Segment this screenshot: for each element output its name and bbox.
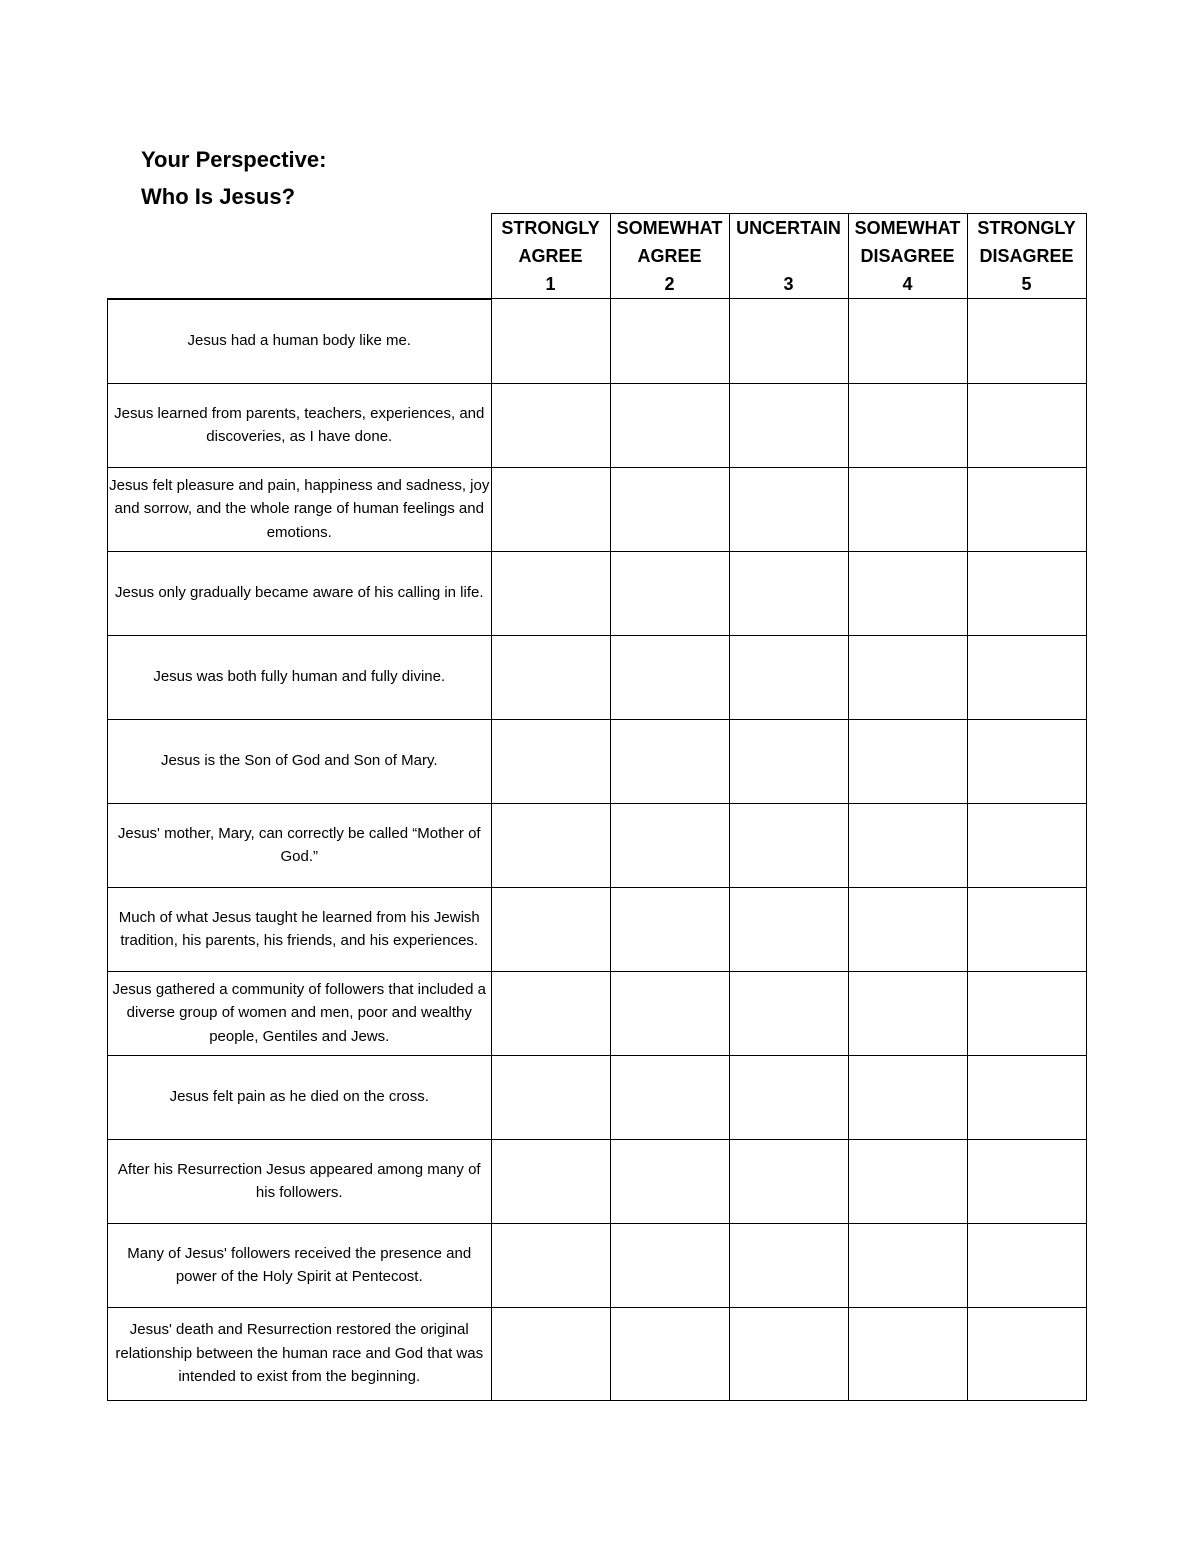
rating-cell-5[interactable] <box>967 467 1086 551</box>
statement-text: Jesus gathered a community of followers that included a diverse group of women and men, poor and wealthy people, Gentiles and Jews. <box>108 971 492 1055</box>
table-row <box>108 551 1087 635</box>
statement-text: Jesus is the Son of God and Son of Mary. <box>108 719 492 803</box>
rating-cell-2[interactable] <box>610 1139 729 1223</box>
rating-cell-5[interactable] <box>967 383 1086 467</box>
rating-cell-4[interactable] <box>848 635 967 719</box>
rating-cell-3[interactable] <box>729 719 848 803</box>
rating-cell-2[interactable] <box>610 887 729 971</box>
table-row <box>108 719 1087 803</box>
rating-cell-1[interactable] <box>491 1055 610 1139</box>
statement-text: Jesus' death and Resurrection restored the original relationship between the human race and God that was intended to exist from the beginning. <box>108 1307 492 1400</box>
statement-text: After his Resurrection Jesus appeared among many of his followers. <box>108 1139 492 1223</box>
statement-text: Much of what Jesus taught he learned from his Jewish tradition, his parents, his friends, and his experiences. <box>108 887 492 971</box>
col-header-number: 1 <box>545 274 556 294</box>
table-row <box>108 467 1087 551</box>
rating-cell-2[interactable] <box>610 383 729 467</box>
rating-cell-2[interactable] <box>610 467 729 551</box>
rating-cell-3[interactable] <box>729 887 848 971</box>
rating-cell-4[interactable] <box>848 1307 967 1400</box>
col-header-number: 2 <box>664 274 675 294</box>
table-row <box>108 1307 1087 1400</box>
rating-cell-5[interactable] <box>967 1055 1086 1139</box>
rating-cell-4[interactable] <box>848 803 967 887</box>
rating-cell-5[interactable] <box>967 887 1086 971</box>
col-header-line2 <box>730 242 848 270</box>
corner-cell <box>108 214 492 299</box>
rating-cell-3[interactable] <box>729 971 848 1055</box>
rating-cell-4[interactable] <box>848 299 967 384</box>
rating-cell-1[interactable] <box>491 887 610 971</box>
statement-text: Jesus learned from parents, teachers, experiences, and discoveries, as I have done. <box>108 383 492 467</box>
rating-cell-2[interactable] <box>610 635 729 719</box>
col-header-number: 5 <box>1021 274 1032 294</box>
rating-cell-3[interactable] <box>729 1139 848 1223</box>
rating-cell-4[interactable] <box>848 971 967 1055</box>
rating-cell-4[interactable] <box>848 887 967 971</box>
rating-cell-3[interactable] <box>729 635 848 719</box>
col-header-uncertain <box>729 214 848 299</box>
page-title: Your Perspective: <box>141 147 327 172</box>
rating-cell-2[interactable] <box>610 1223 729 1307</box>
col-header-strongly-agree <box>491 214 610 299</box>
rating-cell-1[interactable] <box>491 1307 610 1400</box>
rating-cell-4[interactable] <box>848 1139 967 1223</box>
table-row <box>108 971 1087 1055</box>
statement-text: Jesus had a human body like me. <box>108 299 492 384</box>
rating-cell-1[interactable] <box>491 803 610 887</box>
rating-cell-5[interactable] <box>967 635 1086 719</box>
col-header-line1: STRONGLY <box>501 218 600 238</box>
statement-text: Jesus felt pleasure and pain, happiness and sadness, joy and sorrow, and the whole range of human feelings and emotions. <box>108 467 492 551</box>
col-header-somewhat-disagree <box>848 214 967 299</box>
col-header-line1: UNCERTAIN <box>736 218 841 238</box>
table-row <box>108 1139 1087 1223</box>
rating-cell-1[interactable] <box>491 383 610 467</box>
col-header-line1: SOMEWHAT <box>854 218 961 238</box>
statement-text: Jesus was both fully human and fully divine. <box>108 635 492 719</box>
rating-table <box>107 213 1087 1401</box>
rating-cell-4[interactable] <box>848 467 967 551</box>
table-row <box>108 383 1087 467</box>
rating-cell-2[interactable] <box>610 1307 729 1400</box>
col-header-line2: AGREE <box>518 246 583 266</box>
rating-cell-2[interactable] <box>610 1055 729 1139</box>
col-header-line2: AGREE <box>637 246 702 266</box>
rating-cell-1[interactable] <box>491 971 610 1055</box>
col-header-line2: DISAGREE <box>860 246 955 266</box>
rating-cell-1[interactable] <box>491 635 610 719</box>
col-header-line1: STRONGLY <box>977 218 1076 238</box>
rating-cell-4[interactable] <box>848 1223 967 1307</box>
col-header-line2: DISAGREE <box>979 246 1074 266</box>
rating-cell-5[interactable] <box>967 719 1086 803</box>
rating-cell-2[interactable] <box>610 299 729 384</box>
rating-cell-2[interactable] <box>610 803 729 887</box>
table-row <box>108 1055 1087 1139</box>
table-row <box>108 635 1087 719</box>
rating-cell-5[interactable] <box>967 1139 1086 1223</box>
statement-text: Jesus' mother, Mary, can correctly be called “Mother of God.” <box>108 803 492 887</box>
rating-cell-1[interactable] <box>491 467 610 551</box>
rating-cell-5[interactable] <box>967 551 1086 635</box>
col-header-somewhat-agree <box>610 214 729 299</box>
statement-text: Jesus only gradually became aware of his calling in life. <box>108 551 492 635</box>
table-row <box>108 299 1087 384</box>
rating-cell-3[interactable] <box>729 551 848 635</box>
rating-cell-3[interactable] <box>729 803 848 887</box>
statement-text: Many of Jesus' followers received the presence and power of the Holy Spirit at Pentecost. <box>108 1223 492 1307</box>
page-subtitle: Who Is Jesus? <box>141 184 296 209</box>
statement-text: Jesus felt pain as he died on the cross. <box>108 1055 492 1139</box>
rating-cell-4[interactable] <box>848 1055 967 1139</box>
table-row <box>108 1223 1087 1307</box>
rating-cell-1[interactable] <box>491 719 610 803</box>
rating-cell-3[interactable] <box>729 467 848 551</box>
table-row <box>108 803 1087 887</box>
rating-cell-5[interactable] <box>967 1223 1086 1307</box>
col-header-number: 3 <box>783 274 794 294</box>
rating-cell-1[interactable] <box>491 299 610 384</box>
rating-cell-1[interactable] <box>491 1223 610 1307</box>
rating-cell-4[interactable] <box>848 383 967 467</box>
rating-cell-5[interactable] <box>967 803 1086 887</box>
rating-cell-5[interactable] <box>967 971 1086 1055</box>
header-row <box>108 214 1087 299</box>
rating-cell-4[interactable] <box>848 551 967 635</box>
rating-cell-3[interactable] <box>729 299 848 384</box>
rating-cell-3[interactable] <box>729 383 848 467</box>
rating-cell-3[interactable] <box>729 1055 848 1139</box>
col-header-line1: SOMEWHAT <box>616 218 723 238</box>
rating-cell-1[interactable] <box>491 551 610 635</box>
rating-cell-4[interactable] <box>848 719 967 803</box>
rating-cell-2[interactable] <box>610 719 729 803</box>
rating-cell-5[interactable] <box>967 1307 1086 1400</box>
rating-cell-5[interactable] <box>967 299 1086 384</box>
rating-cell-2[interactable] <box>610 971 729 1055</box>
col-header-number: 4 <box>902 274 913 294</box>
rating-cell-3[interactable] <box>729 1307 848 1400</box>
rating-cell-1[interactable] <box>491 1139 610 1223</box>
table-row <box>108 887 1087 971</box>
rating-cell-3[interactable] <box>729 1223 848 1307</box>
rating-cell-2[interactable] <box>610 551 729 635</box>
col-header-strongly-disagree <box>967 214 1086 299</box>
